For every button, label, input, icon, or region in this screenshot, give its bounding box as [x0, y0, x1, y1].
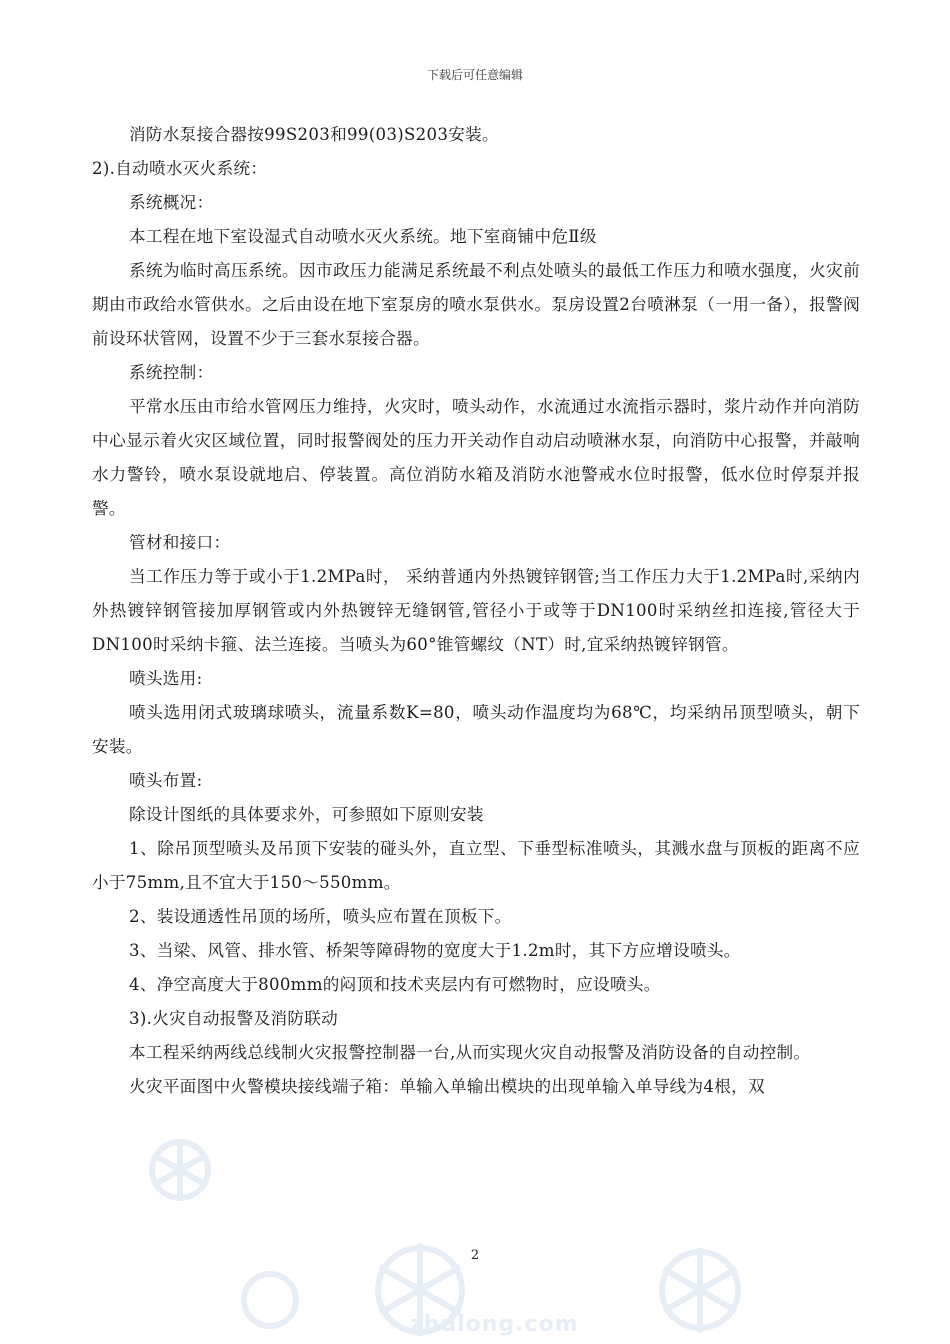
paragraph: 消防水泵接合器按99S203和99(03)S203安装。	[129, 125, 499, 144]
paragraph: 除设计图纸的具体要求外，可参照如下原则安装	[129, 805, 484, 824]
page-header: 下载后可任意编辑	[426, 68, 523, 82]
paragraph: 本工程在地下室设湿式自动喷水灭火系统。地下室商铺中危Ⅱ级	[129, 227, 597, 246]
paragraph: 平常水压由市给水管网压力维持，火灾时，喷头动作，水流通过水流指示器时，浆片动作并向消防中心显示着火灾区域位置，同时报警阀处的压力开关动作自动启动喷淋水泵，向消防中心报警，并敲响水力警铃，喷水泵设就地启、停装置。高位消防水箱及消防水池警戒水位时报警，低水位时停泵并报警。	[92, 397, 860, 518]
watermark-text: zhulong.com	[410, 1312, 579, 1337]
paragraph: 系统控制：	[129, 363, 214, 382]
paragraph: 喷头布置:	[129, 771, 203, 790]
paragraph: 3).火灾自动报警及消防联动	[129, 1009, 339, 1028]
document-body	[92, 118, 860, 1104]
paragraph: 2).自动喷水灭火系统：	[92, 159, 268, 178]
paragraph: 当工作压力等于或小于1.2MPa时， 采纳普通内外热镀锌钢管;当工作压力大于1.2MPa时,采纳内外热镀锌钢管接加厚钢管或内外热镀锌无缝钢管,管径小于或等于DN100时采纳丝扣连接,管径大于DN100时采纳卡箍、法兰连接。当喷头为60°锥管螺纹（NT）时,宜采纳热镀锌钢管。	[92, 567, 860, 654]
paragraph: 管材和接口：	[129, 533, 231, 552]
page-number: 2	[470, 1248, 480, 1263]
paragraph: 4、净空高度大于800mm的闷顶和技术夹层内有可燃物时，应设喷头。	[129, 975, 661, 994]
paragraph: 1、除吊顶型喷头及吊顶下安装的碰头外，直立型、下垂型标准喷头，其溅水盘与顶板的距离不应小于75mm,且不宜大于150～550mm。	[92, 839, 860, 892]
paragraph: 系统概况：	[129, 193, 214, 212]
paragraph: 3、当梁、风管、排水管、桥架等障碍物的宽度大于1.2m时，其下方应增设喷头。	[129, 941, 741, 960]
paragraph: 火灾平面图中火警模块接线端子箱：单输入单输出模块的出现单输入单导线为4根，双	[129, 1077, 765, 1096]
paragraph: 本工程采纳两线总线制火灾报警控制器一台,从而实现火灾自动报警及消防设备的自动控制。	[129, 1043, 811, 1062]
paragraph: 喷头选用:	[129, 669, 203, 688]
paragraph: 2、装设通透性吊顶的场所，喷头应布置在顶板下。	[129, 907, 512, 926]
watermark-logo	[0, 1100, 950, 1344]
paragraph: 系统为临时高压系统。因市政压力能满足系统最不利点处喷头的最低工作压力和喷水强度，火灾前期由市政给水管供水。之后由设在地下室泵房的喷水泵供水。泵房设置2台喷淋泵（一用一备），报警阀前设环状管网，设置不少于三套水泵接合器。	[92, 261, 860, 348]
paragraph: 喷头选用闭式玻璃球喷头，流量系数K=80，喷头动作温度均为68℃，均采纳吊顶型喷头，朝下安装。	[92, 703, 860, 756]
